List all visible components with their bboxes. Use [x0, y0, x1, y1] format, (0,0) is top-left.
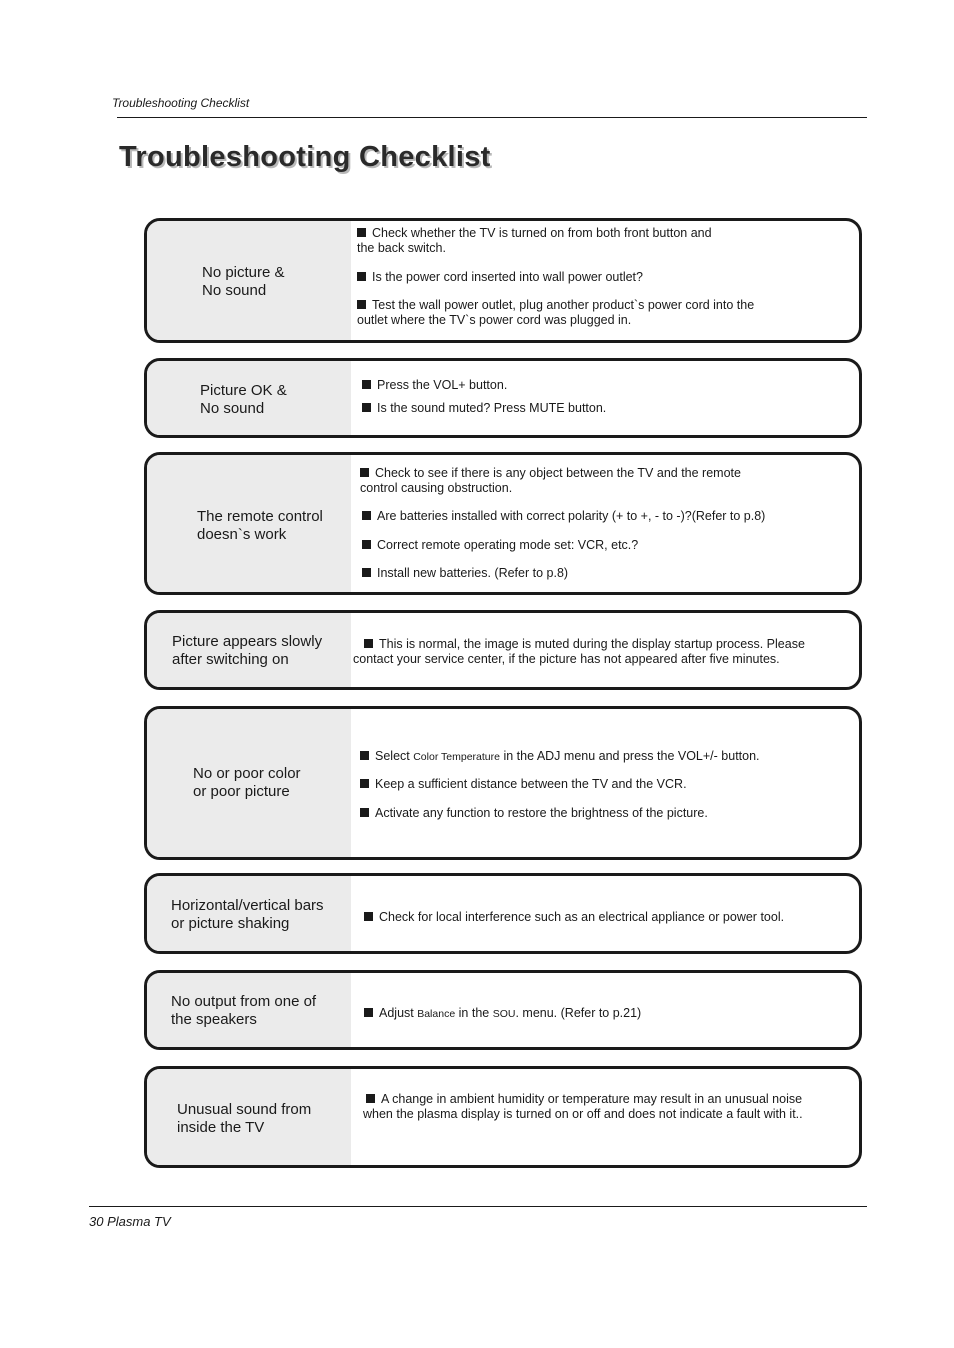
bullet-square-icon [357, 300, 366, 309]
symptom-text: Picture OK & No sound [200, 382, 287, 417]
solution-item: This is normal, the image is muted during the display startup process. Please contact your service center, if the picture has not appeared after five minutes. [353, 637, 805, 666]
symptom-label [147, 361, 351, 435]
solution-item: Correct remote operating mode set: VCR, etc.? [362, 538, 638, 553]
checklist-item-remote-control [144, 452, 862, 595]
checklist-item-unusual-sound [144, 1066, 862, 1168]
bullet-square-icon [364, 639, 373, 648]
checklist-item-no-picture-no-sound [144, 218, 862, 343]
solution-item: Check whether the TV is turned on from both front button and the back switch. [357, 226, 712, 255]
menu-term: Color Temperature [413, 751, 500, 763]
checklist-item-picture-ok-no-sound [144, 358, 862, 438]
menu-term: SOU [492, 1008, 516, 1020]
symptom-label [147, 221, 351, 340]
symptom-label [147, 973, 351, 1047]
solutions-list [351, 613, 859, 687]
running-header: Troubleshooting Checklist [112, 96, 250, 110]
bullet-square-icon [362, 403, 371, 412]
symptom-text: Picture appears slowly after switching on [172, 633, 323, 668]
bullet-square-icon [362, 511, 371, 520]
solutions-list [351, 973, 859, 1047]
solution-item: Adjust Balance in the SOU. menu. (Refer to p.21) [364, 1006, 641, 1022]
symptom-text: Horizontal/vertical bars or picture shaking [171, 896, 324, 932]
checklist-item-bars-shaking [144, 873, 862, 954]
symptom-text: The remote control doesn`s work [197, 507, 323, 543]
bullet-square-icon [364, 1008, 373, 1017]
solutions-list [351, 221, 859, 340]
symptom-text: No or poor color or poor picture [193, 765, 301, 800]
footer-rule [89, 1206, 867, 1207]
solution-item: A change in ambient humidity or temperature may result in an unusual noise when the plasma display is turned on or off and does not indicate a fault with it.. [363, 1092, 803, 1121]
symptom-label [147, 455, 351, 592]
solution-item: Press the VOL+ button. [362, 378, 507, 393]
symptom-text: Unusual sound from inside the TV [177, 1101, 312, 1136]
bullet-square-icon [360, 468, 369, 477]
solution-item: Keep a sufficient distance between the TV and the VCR. [360, 777, 687, 792]
solution-item: Check for local interference such as an electrical appliance or power tool. [364, 910, 784, 925]
checklist-item-speaker-output [144, 970, 862, 1050]
solution-item: Install new batteries. (Refer to p.8) [362, 566, 568, 581]
bullet-square-icon [364, 912, 373, 921]
symptom-text: No output from one of the speakers [171, 993, 317, 1028]
solutions-list [351, 361, 859, 435]
solution-item: Activate any function to restore the brightness of the picture. [360, 806, 708, 821]
bullet-square-icon [357, 228, 366, 237]
page-title: Troubleshooting Checklist [119, 141, 491, 173]
bullet-square-icon [360, 779, 369, 788]
solution-item: Is the power cord inserted into wall power outlet? [357, 270, 643, 285]
bullet-square-icon [357, 272, 366, 281]
menu-term: Balance [417, 1008, 456, 1020]
symptom-text: No picture & No sound [202, 263, 285, 299]
symptom-label [147, 876, 351, 951]
bullet-square-icon [360, 751, 369, 760]
solution-item: Select Color Temperature in the ADJ menu and press the VOL+/- button. [360, 749, 760, 765]
header-rule [117, 117, 867, 118]
checklist-item-poor-color [144, 706, 862, 860]
symptom-label [147, 709, 351, 857]
solution-item: Check to see if there is any object between the TV and the remote control causing obstruction. [360, 466, 741, 495]
bullet-square-icon [362, 380, 371, 389]
bullet-square-icon [360, 808, 369, 817]
bullet-square-icon [366, 1094, 375, 1103]
symptom-label [147, 1069, 351, 1165]
bullet-square-icon [362, 568, 371, 577]
solution-item: Are batteries installed with correct polarity (+ to +, - to -)?(Refer to p.8) [362, 509, 765, 524]
checklist-item-picture-slow [144, 610, 862, 690]
solutions-list [351, 709, 859, 857]
page-footer: 30 Plasma TV [89, 1214, 171, 1229]
solution-item: Is the sound muted? Press MUTE button. [362, 401, 606, 416]
symptom-label [147, 613, 351, 687]
solutions-list [351, 876, 859, 951]
solution-item: Test the wall power outlet, plug another product`s power cord into the outlet where the TV`s power cord was plugged in. [357, 298, 755, 327]
solutions-list [351, 455, 859, 592]
solutions-list [351, 1069, 859, 1165]
bullet-square-icon [362, 540, 371, 549]
